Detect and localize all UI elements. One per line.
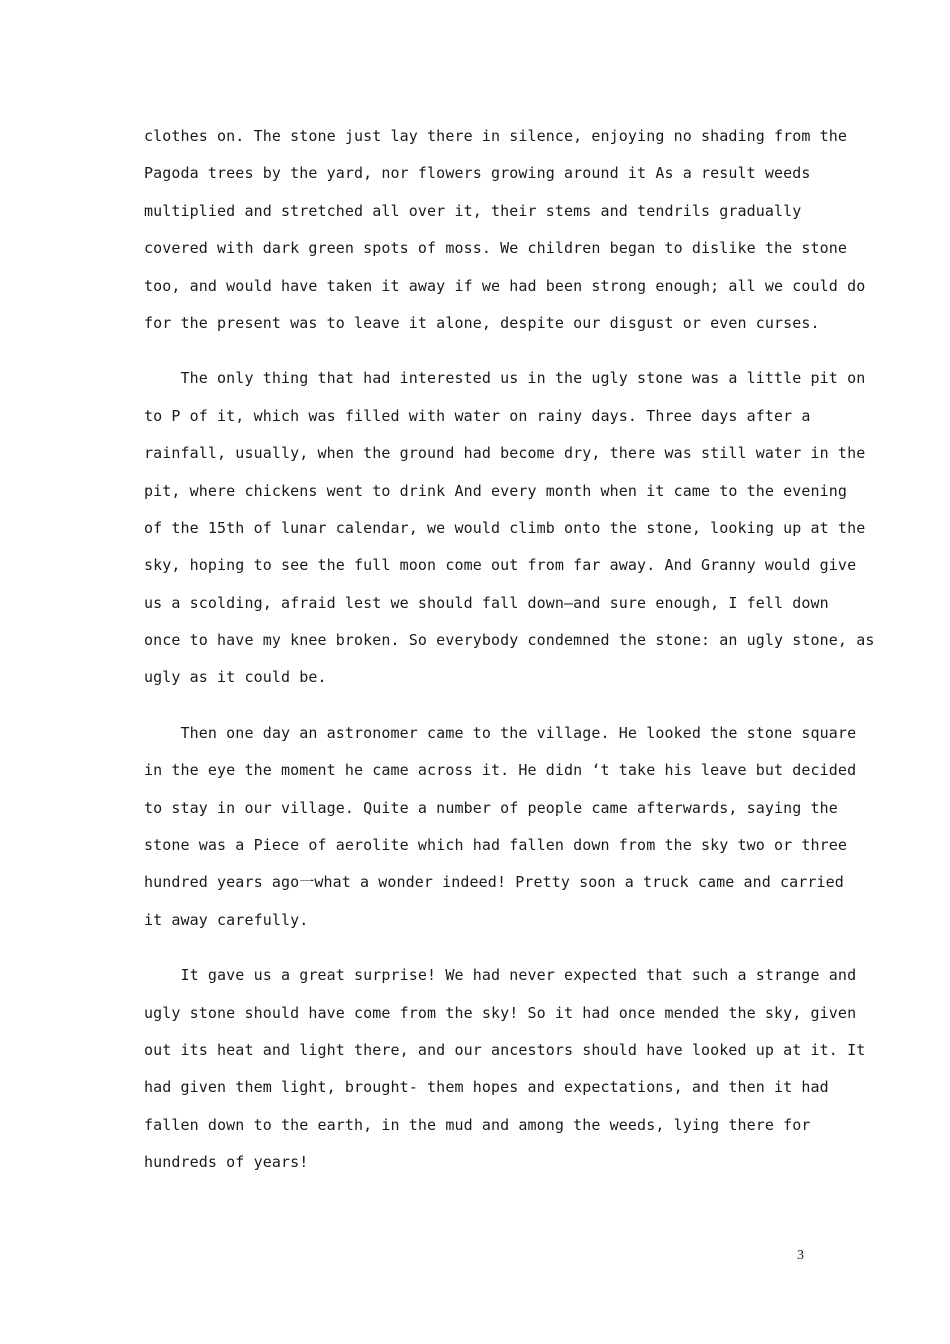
text-line: hundreds of years! [144,1153,309,1172]
text-line: to stay in our village. Quite a number of people came afterwards, saying the [144,798,838,817]
text-line: in the eye the moment he came across it. He didn ‘t take his leave but decided [144,761,857,780]
text-line: pit, where chickens went to drink And every month when it came to the evening [144,481,848,500]
document-body [144,118,875,1200]
text-line: sky, hoping to see the full moon come out from far away. And Granny would give [144,556,857,575]
page-number: 3 [797,1248,804,1263]
text-line: too, and would have taken it away if we had been strong enough; all we could do [144,276,866,295]
text-line: It gave us a great surprise! We had never expected that such a strange and [144,966,857,985]
text-line: Then one day an astronomer came to the village. He looked the stone square [144,723,857,742]
text-line: for the present was to leave it alone, despite our disgust or even curses. [144,313,820,332]
text-line: ugly stone should have come from the sky! So it had once mended the sky, given [144,1003,857,1022]
text-line: multiplied and stretched all over it, their stems and tendrils gradually [144,201,802,220]
text-line: The only thing that had interested us in the ugly stone was a little pit on [144,369,866,388]
text-line: of the 15th of lunar calendar, we would climb onto the stone, looking up at the [144,518,866,537]
paragraph-3 [144,715,857,939]
paragraph-2 [144,360,875,697]
paragraph-4 [144,957,866,1181]
text-line: had given them light, brought- them hopes and expectations, and then it had [144,1078,829,1097]
text-line: to P of it, which was filled with water on rainy days. Three days after a [144,406,811,425]
paragraph-1 [144,118,866,342]
text-line: covered with dark green spots of moss. We children began to dislike the stone [144,239,848,258]
text-line: once to have my knee broken. So everybody condemned the stone: an ugly stone, as [144,631,875,650]
text-line: rainfall, usually, when the ground had become dry, there was still water in the [144,444,866,463]
text-line: clothes on. The stone just lay there in silence, enjoying no shading from the [144,127,848,145]
text-line: fallen down to the earth, in the mud and among the weeds, lying there for [144,1115,811,1134]
text-line: out its heat and light there, and our ancestors should have looked up at it. It [144,1040,866,1059]
text-line: Pagoda trees by the yard, nor flowers growing around it As a result weeds [144,164,811,183]
text-line: us a scolding, afraid lest we should fall down—and sure enough, I fell down [144,593,829,612]
text-line: ugly as it could be. [144,668,327,687]
text-line: stone was a Piece of aerolite which had fallen down from the sky two or three [144,836,848,855]
text-line: hundred years ago一what a wonder indeed! Pretty soon a truck came and carried [144,873,844,892]
text-line: it away carefully. [144,910,309,929]
